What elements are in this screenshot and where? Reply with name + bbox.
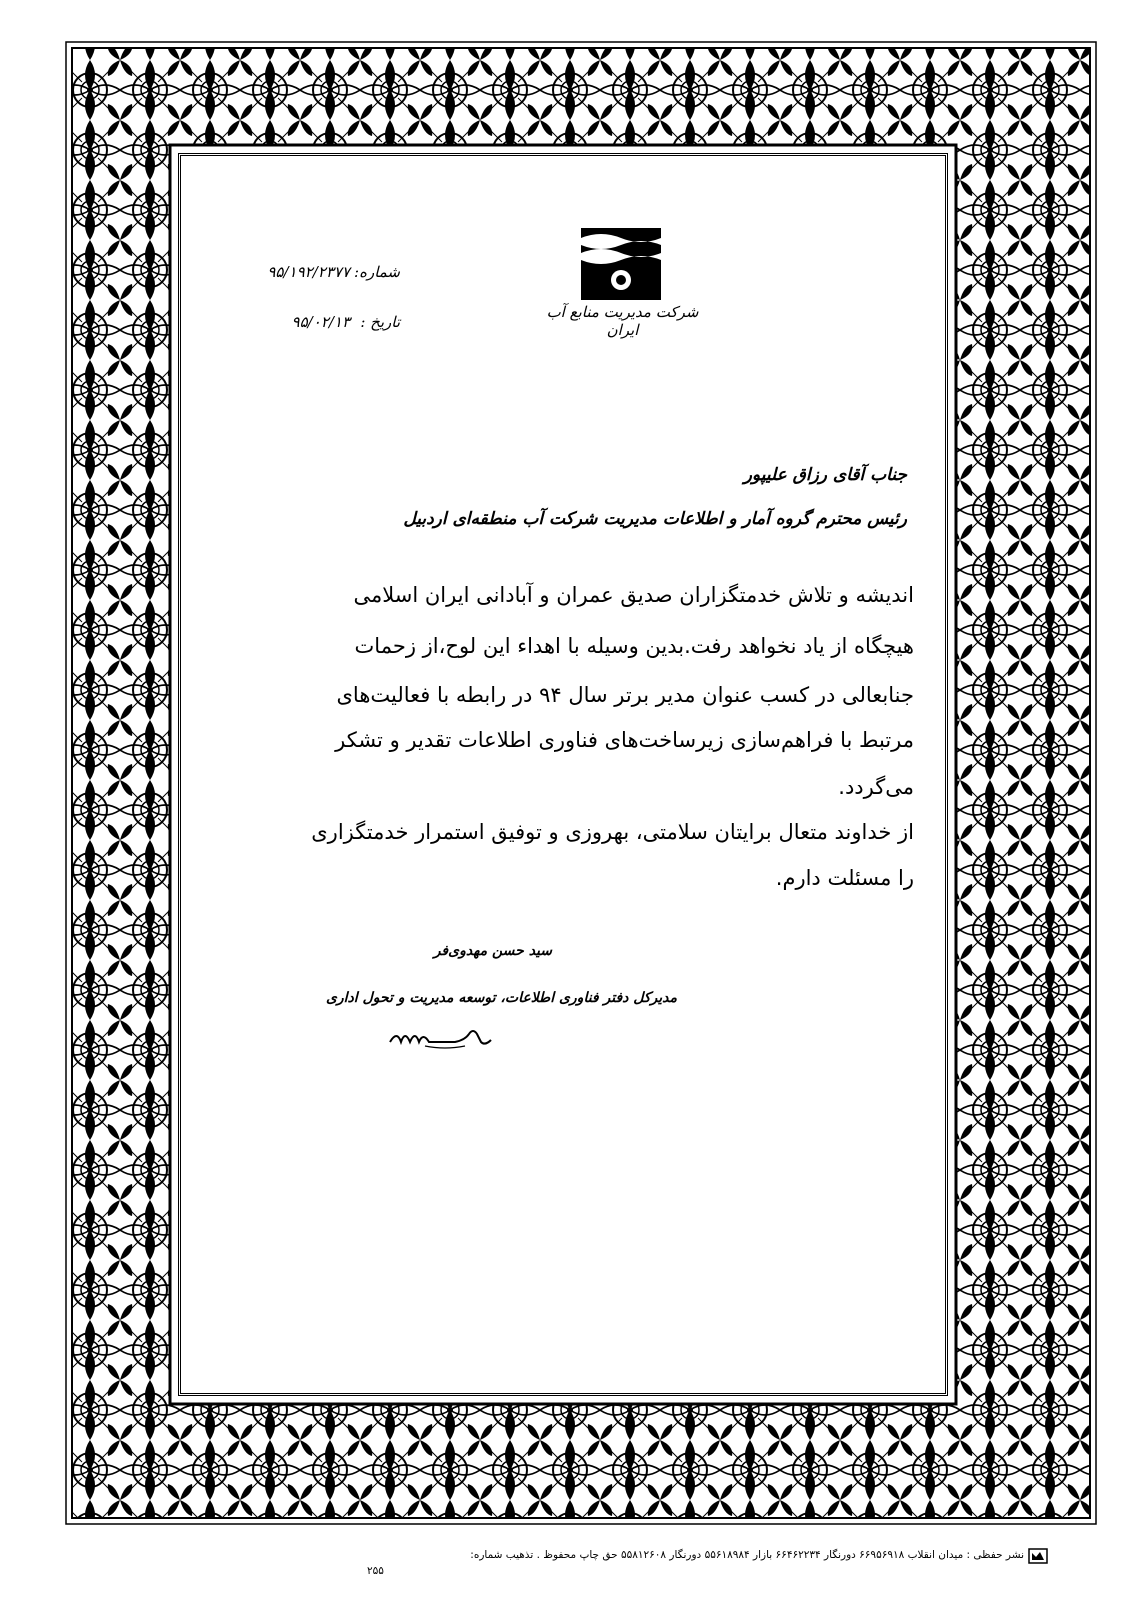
signatory-name: سید حسن مهدوی‌فر <box>433 943 552 959</box>
letter-date-value: ۹۵/۰۲/۱۳ <box>291 313 350 331</box>
printer-mark-icon <box>1028 1548 1048 1564</box>
body-line-4: مرتبط با فراهم‌سازی زیرساخت‌های فناوری اطلاعات تقدیر و تشکر <box>335 728 914 752</box>
recipient-name: جناب آقای رزاق علیپور <box>743 465 907 485</box>
body-line-3: جنابعالی در کسب عنوان مدیر برتر سال ۹۴ در رابطه با فعالیت‌های <box>336 683 914 707</box>
body-line-7: را مسئلت دارم. <box>775 866 914 890</box>
signatory-title: مدیرکل دفتر فناوری اطلاعات، توسعه مدیریت و تحول اداری <box>325 990 677 1006</box>
organization-name: شرکت مدیریت منابع آب ایران <box>546 303 699 339</box>
letter-number-label: شماره: <box>354 263 400 281</box>
body-line-2: هیچگاه از یاد نخواهد رفت.بدین وسیله با اهداء این لوح،از زحمات <box>354 634 914 658</box>
body-line-1: اندیشه و تلاش خدمتگزاران صدیق عمران و آبادانی ایران اسلامی <box>353 583 914 607</box>
recipient-title: رئیس محترم گروه آمار و اطلاعات مدیریت شرکت آب منطقه‌ای اردبیل <box>403 509 907 529</box>
letter-number <box>255 263 400 285</box>
design-number: ۲۵۵ <box>367 1565 384 1577</box>
letter-number-value: ۹۵/۱۹۲/۲۳۷۷ <box>267 263 350 281</box>
body-line-6: از خداوند متعال برایتان سلامتی، بهروزی و توفیق استمرار خدمتگزاری <box>311 820 914 844</box>
letter-date-label: تاریخ : <box>360 313 400 331</box>
letter-date <box>282 313 400 335</box>
water-waves-logo-icon <box>581 228 661 300</box>
letter-panel <box>178 153 948 1396</box>
handwritten-signature <box>385 1016 495 1054</box>
body-line-5: می‌گردد. <box>838 775 914 799</box>
printer-info: نشر حفظی : میدان انقلاب ۶۶۹۵۶۹۱۸ دورنگار ۶۶۴۶۲۲۳۴ بازار ۵۵۶۱۸۹۸۴ دورنگار ۵۵۸۱۲۶۰۸ حق چاپ محفوظ . تذهیب شماره: <box>470 1549 1024 1561</box>
